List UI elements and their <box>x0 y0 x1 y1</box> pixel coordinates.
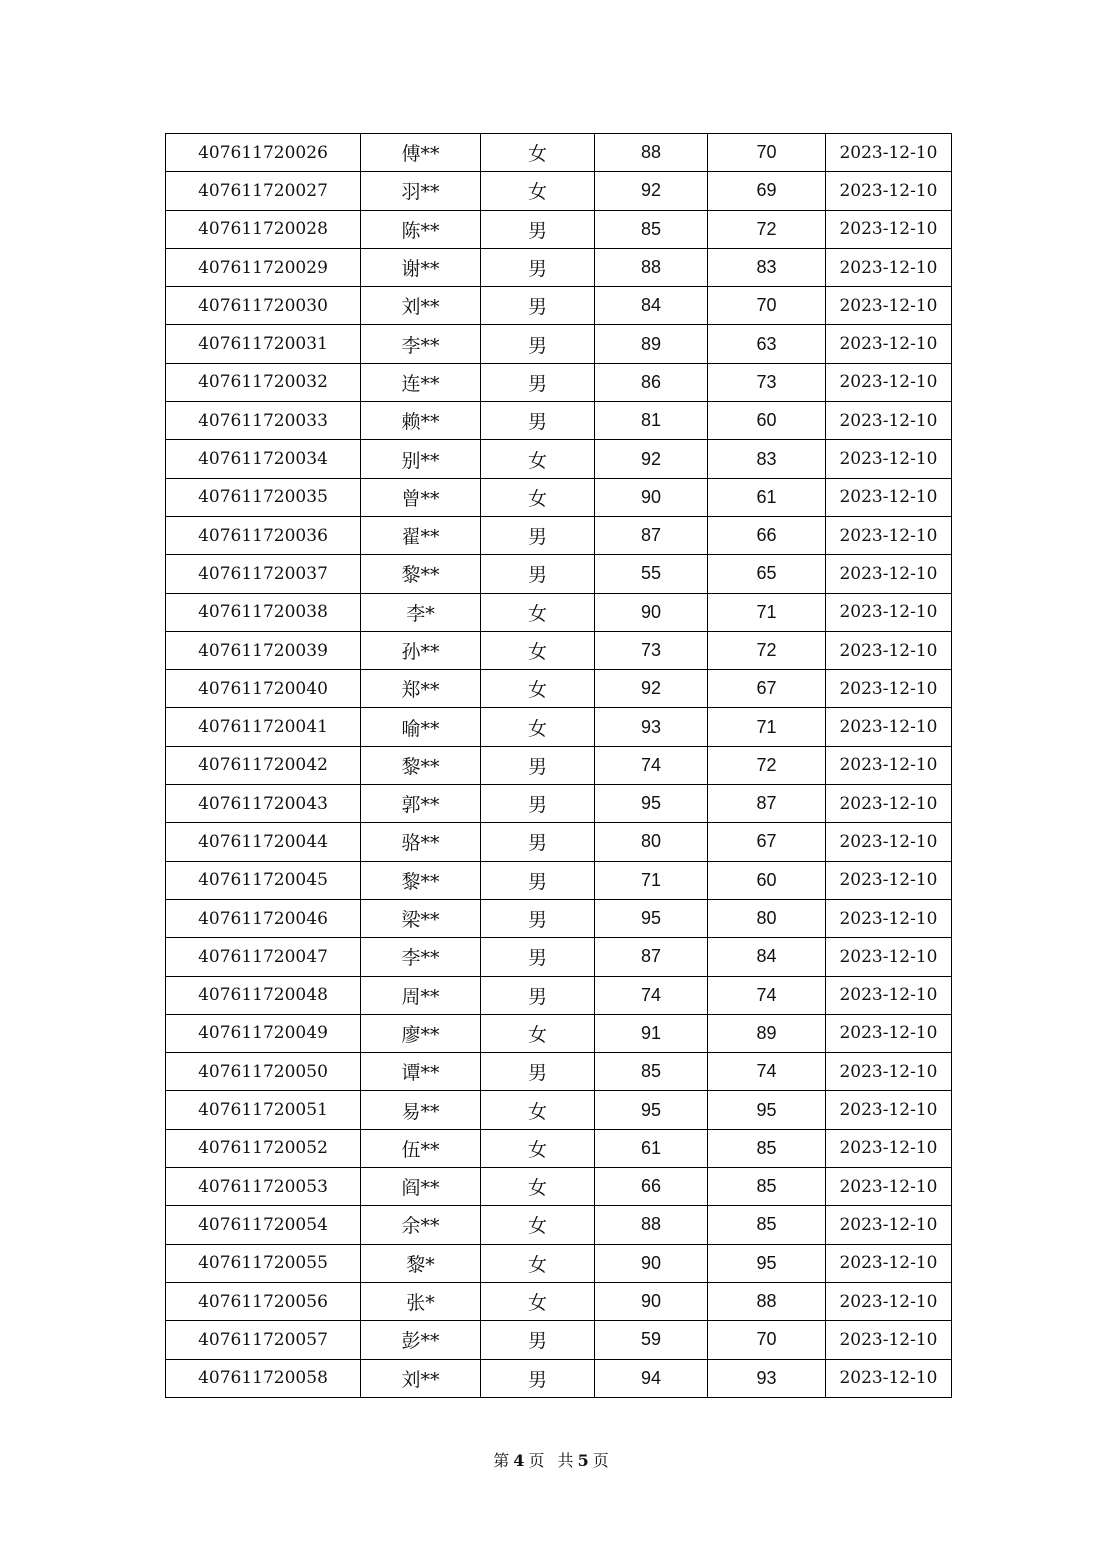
cell-gender: 女 <box>481 1244 595 1282</box>
table-row <box>166 325 952 363</box>
cell-date: 2023-12-10 <box>826 670 952 708</box>
cell-date: 2023-12-10 <box>826 593 952 631</box>
cell-score-2: 84 <box>708 938 826 976</box>
footer-total-pages: 5 <box>577 1451 589 1470</box>
table-row <box>166 938 952 976</box>
table-row <box>166 1244 952 1282</box>
cell-score-1: 73 <box>595 631 708 669</box>
cell-name: 黎** <box>361 555 481 593</box>
cell-student-id: 407611720051 <box>166 1091 361 1129</box>
cell-score-1: 92 <box>595 172 708 210</box>
cell-student-id: 407611720027 <box>166 172 361 210</box>
cell-student-id: 407611720041 <box>166 708 361 746</box>
table-row <box>166 785 952 823</box>
cell-date: 2023-12-10 <box>826 1091 952 1129</box>
cell-score-2: 80 <box>708 899 826 937</box>
cell-student-id: 407611720029 <box>166 248 361 286</box>
cell-date: 2023-12-10 <box>826 1014 952 1052</box>
cell-score-2: 60 <box>708 861 826 899</box>
cell-score-1: 90 <box>595 1282 708 1320</box>
cell-score-1: 95 <box>595 899 708 937</box>
table-row <box>166 746 952 784</box>
table-row <box>166 1168 952 1206</box>
cell-name: 刘** <box>361 287 481 325</box>
cell-student-id: 407611720040 <box>166 670 361 708</box>
cell-date: 2023-12-10 <box>826 1129 952 1167</box>
cell-gender: 女 <box>481 1282 595 1320</box>
cell-name: 谭** <box>361 1053 481 1091</box>
cell-score-1: 84 <box>595 287 708 325</box>
cell-name: 余** <box>361 1206 481 1244</box>
table-row <box>166 440 952 478</box>
cell-name: 易** <box>361 1091 481 1129</box>
cell-date: 2023-12-10 <box>826 478 952 516</box>
table-body <box>166 134 952 1398</box>
cell-score-2: 83 <box>708 440 826 478</box>
table-row <box>166 1091 952 1129</box>
table-row <box>166 402 952 440</box>
cell-date: 2023-12-10 <box>826 823 952 861</box>
cell-score-1: 55 <box>595 555 708 593</box>
cell-score-1: 86 <box>595 363 708 401</box>
table-row <box>166 670 952 708</box>
cell-date: 2023-12-10 <box>826 1321 952 1359</box>
score-table <box>165 133 952 1398</box>
footer-total-prefix: 共 <box>557 1451 574 1470</box>
cell-gender: 男 <box>481 1359 595 1397</box>
cell-score-2: 60 <box>708 402 826 440</box>
cell-gender: 女 <box>481 708 595 746</box>
cell-student-id: 407611720042 <box>166 746 361 784</box>
cell-score-1: 90 <box>595 478 708 516</box>
cell-score-2: 74 <box>708 1053 826 1091</box>
cell-gender: 女 <box>481 1129 595 1167</box>
cell-score-2: 70 <box>708 287 826 325</box>
footer-prefix: 第 <box>493 1451 510 1470</box>
cell-gender: 男 <box>481 287 595 325</box>
cell-score-1: 74 <box>595 976 708 1014</box>
cell-gender: 女 <box>481 440 595 478</box>
cell-date: 2023-12-10 <box>826 287 952 325</box>
cell-score-2: 69 <box>708 172 826 210</box>
cell-score-1: 88 <box>595 1206 708 1244</box>
cell-name: 谢** <box>361 248 481 286</box>
table-row <box>166 1206 952 1244</box>
cell-student-id: 407611720026 <box>166 134 361 172</box>
cell-gender: 女 <box>481 1014 595 1052</box>
cell-score-2: 71 <box>708 708 826 746</box>
cell-score-2: 93 <box>708 1359 826 1397</box>
cell-student-id: 407611720034 <box>166 440 361 478</box>
cell-student-id: 407611720050 <box>166 1053 361 1091</box>
cell-score-1: 95 <box>595 1091 708 1129</box>
cell-score-2: 61 <box>708 478 826 516</box>
cell-score-1: 89 <box>595 325 708 363</box>
cell-score-1: 87 <box>595 516 708 554</box>
cell-student-id: 407611720058 <box>166 1359 361 1397</box>
cell-gender: 男 <box>481 402 595 440</box>
cell-student-id: 407611720036 <box>166 516 361 554</box>
cell-gender: 女 <box>481 670 595 708</box>
cell-name: 曾** <box>361 478 481 516</box>
cell-date: 2023-12-10 <box>826 708 952 746</box>
cell-name: 别** <box>361 440 481 478</box>
cell-gender: 男 <box>481 1053 595 1091</box>
cell-date: 2023-12-10 <box>826 1206 952 1244</box>
cell-date: 2023-12-10 <box>826 555 952 593</box>
cell-gender: 男 <box>481 976 595 1014</box>
cell-score-1: 85 <box>595 210 708 248</box>
cell-score-1: 88 <box>595 248 708 286</box>
cell-gender: 男 <box>481 861 595 899</box>
cell-score-1: 66 <box>595 1168 708 1206</box>
cell-name: 郭** <box>361 785 481 823</box>
cell-date: 2023-12-10 <box>826 1282 952 1320</box>
footer-suffix: 页 <box>592 1451 609 1470</box>
cell-gender: 女 <box>481 134 595 172</box>
cell-name: 赖** <box>361 402 481 440</box>
cell-student-id: 407611720053 <box>166 1168 361 1206</box>
cell-name: 阎** <box>361 1168 481 1206</box>
cell-score-2: 73 <box>708 363 826 401</box>
cell-student-id: 407611720043 <box>166 785 361 823</box>
table-row <box>166 631 952 669</box>
cell-name: 张* <box>361 1282 481 1320</box>
cell-date: 2023-12-10 <box>826 516 952 554</box>
table-row <box>166 555 952 593</box>
cell-score-2: 88 <box>708 1282 826 1320</box>
cell-name: 黎** <box>361 746 481 784</box>
cell-student-id: 407611720057 <box>166 1321 361 1359</box>
cell-score-1: 91 <box>595 1014 708 1052</box>
cell-gender: 男 <box>481 746 595 784</box>
cell-score-1: 71 <box>595 861 708 899</box>
cell-student-id: 407611720055 <box>166 1244 361 1282</box>
table-row <box>166 478 952 516</box>
cell-score-2: 72 <box>708 631 826 669</box>
cell-gender: 男 <box>481 823 595 861</box>
cell-date: 2023-12-10 <box>826 134 952 172</box>
cell-gender: 女 <box>481 631 595 669</box>
cell-student-id: 407611720054 <box>166 1206 361 1244</box>
cell-name: 廖** <box>361 1014 481 1052</box>
cell-name: 连** <box>361 363 481 401</box>
cell-score-1: 85 <box>595 1053 708 1091</box>
cell-score-2: 66 <box>708 516 826 554</box>
cell-name: 李* <box>361 593 481 631</box>
cell-name: 刘** <box>361 1359 481 1397</box>
cell-score-2: 85 <box>708 1129 826 1167</box>
cell-gender: 女 <box>481 1091 595 1129</box>
cell-gender: 女 <box>481 172 595 210</box>
cell-score-2: 87 <box>708 785 826 823</box>
cell-gender: 男 <box>481 248 595 286</box>
cell-student-id: 407611720028 <box>166 210 361 248</box>
cell-name: 陈** <box>361 210 481 248</box>
cell-name: 彭** <box>361 1321 481 1359</box>
cell-score-1: 92 <box>595 440 708 478</box>
cell-name: 喻** <box>361 708 481 746</box>
cell-date: 2023-12-10 <box>826 1168 952 1206</box>
cell-date: 2023-12-10 <box>826 1359 952 1397</box>
cell-date: 2023-12-10 <box>826 248 952 286</box>
cell-gender: 女 <box>481 1168 595 1206</box>
cell-gender: 男 <box>481 363 595 401</box>
cell-name: 翟** <box>361 516 481 554</box>
cell-date: 2023-12-10 <box>826 363 952 401</box>
cell-gender: 女 <box>481 1206 595 1244</box>
cell-score-1: 61 <box>595 1129 708 1167</box>
cell-date: 2023-12-10 <box>826 938 952 976</box>
cell-score-1: 93 <box>595 708 708 746</box>
cell-score-2: 63 <box>708 325 826 363</box>
cell-date: 2023-12-10 <box>826 210 952 248</box>
cell-score-2: 95 <box>708 1091 826 1129</box>
cell-score-1: 90 <box>595 593 708 631</box>
cell-student-id: 407611720030 <box>166 287 361 325</box>
table-row <box>166 172 952 210</box>
cell-student-id: 407611720031 <box>166 325 361 363</box>
cell-gender: 男 <box>481 899 595 937</box>
cell-student-id: 407611720047 <box>166 938 361 976</box>
cell-student-id: 407611720049 <box>166 1014 361 1052</box>
cell-date: 2023-12-10 <box>826 899 952 937</box>
cell-score-1: 90 <box>595 1244 708 1282</box>
cell-student-id: 407611720056 <box>166 1282 361 1320</box>
cell-date: 2023-12-10 <box>826 976 952 1014</box>
cell-student-id: 407611720046 <box>166 899 361 937</box>
cell-score-2: 74 <box>708 976 826 1014</box>
cell-student-id: 407611720048 <box>166 976 361 1014</box>
table-row <box>166 363 952 401</box>
table-row <box>166 287 952 325</box>
cell-date: 2023-12-10 <box>826 172 952 210</box>
cell-score-1: 59 <box>595 1321 708 1359</box>
cell-score-1: 80 <box>595 823 708 861</box>
cell-gender: 女 <box>481 478 595 516</box>
cell-score-2: 72 <box>708 210 826 248</box>
cell-date: 2023-12-10 <box>826 440 952 478</box>
cell-date: 2023-12-10 <box>826 1244 952 1282</box>
cell-name: 黎** <box>361 861 481 899</box>
cell-name: 李** <box>361 938 481 976</box>
cell-date: 2023-12-10 <box>826 785 952 823</box>
cell-score-1: 81 <box>595 402 708 440</box>
cell-date: 2023-12-10 <box>826 861 952 899</box>
cell-score-1: 87 <box>595 938 708 976</box>
cell-gender: 男 <box>481 938 595 976</box>
table-row <box>166 1282 952 1320</box>
cell-score-1: 74 <box>595 746 708 784</box>
cell-score-2: 89 <box>708 1014 826 1052</box>
cell-student-id: 407611720044 <box>166 823 361 861</box>
table-row <box>166 1359 952 1397</box>
cell-score-1: 92 <box>595 670 708 708</box>
cell-name: 梁** <box>361 899 481 937</box>
table-row <box>166 248 952 286</box>
table-row <box>166 861 952 899</box>
cell-score-2: 65 <box>708 555 826 593</box>
cell-score-1: 88 <box>595 134 708 172</box>
cell-student-id: 407611720033 <box>166 402 361 440</box>
table-row <box>166 1321 952 1359</box>
table-row <box>166 210 952 248</box>
cell-date: 2023-12-10 <box>826 1053 952 1091</box>
cell-score-1: 95 <box>595 785 708 823</box>
cell-name: 李** <box>361 325 481 363</box>
cell-gender: 女 <box>481 593 595 631</box>
cell-score-1: 94 <box>595 1359 708 1397</box>
cell-score-2: 72 <box>708 746 826 784</box>
cell-score-2: 71 <box>708 593 826 631</box>
page-footer <box>0 1448 1102 1471</box>
table-row <box>166 1053 952 1091</box>
cell-student-id: 407611720037 <box>166 555 361 593</box>
cell-score-2: 67 <box>708 670 826 708</box>
cell-student-id: 407611720032 <box>166 363 361 401</box>
cell-student-id: 407611720045 <box>166 861 361 899</box>
cell-name: 傅** <box>361 134 481 172</box>
cell-score-2: 95 <box>708 1244 826 1282</box>
cell-student-id: 407611720039 <box>166 631 361 669</box>
cell-score-2: 70 <box>708 1321 826 1359</box>
cell-gender: 男 <box>481 325 595 363</box>
cell-gender: 男 <box>481 785 595 823</box>
table-row <box>166 823 952 861</box>
cell-name: 郑** <box>361 670 481 708</box>
cell-date: 2023-12-10 <box>826 631 952 669</box>
cell-name: 周** <box>361 976 481 1014</box>
table-row <box>166 134 952 172</box>
cell-name: 羽** <box>361 172 481 210</box>
cell-score-2: 70 <box>708 134 826 172</box>
cell-gender: 男 <box>481 555 595 593</box>
cell-gender: 男 <box>481 1321 595 1359</box>
footer-page-word: 页 <box>528 1451 545 1470</box>
cell-score-2: 85 <box>708 1168 826 1206</box>
cell-student-id: 407611720035 <box>166 478 361 516</box>
cell-name: 黎* <box>361 1244 481 1282</box>
cell-student-id: 407611720038 <box>166 593 361 631</box>
table-row <box>166 1014 952 1052</box>
cell-score-2: 83 <box>708 248 826 286</box>
cell-student-id: 407611720052 <box>166 1129 361 1167</box>
cell-name: 孙** <box>361 631 481 669</box>
table-row <box>166 593 952 631</box>
table-row <box>166 899 952 937</box>
cell-date: 2023-12-10 <box>826 746 952 784</box>
table-row <box>166 1129 952 1167</box>
table-row <box>166 516 952 554</box>
cell-name: 伍** <box>361 1129 481 1167</box>
cell-date: 2023-12-10 <box>826 402 952 440</box>
table-row <box>166 976 952 1014</box>
cell-date: 2023-12-10 <box>826 325 952 363</box>
cell-gender: 男 <box>481 210 595 248</box>
cell-gender: 男 <box>481 516 595 554</box>
footer-current-page: 4 <box>513 1451 525 1470</box>
table-row <box>166 708 952 746</box>
cell-score-2: 67 <box>708 823 826 861</box>
cell-name: 骆** <box>361 823 481 861</box>
cell-score-2: 85 <box>708 1206 826 1244</box>
